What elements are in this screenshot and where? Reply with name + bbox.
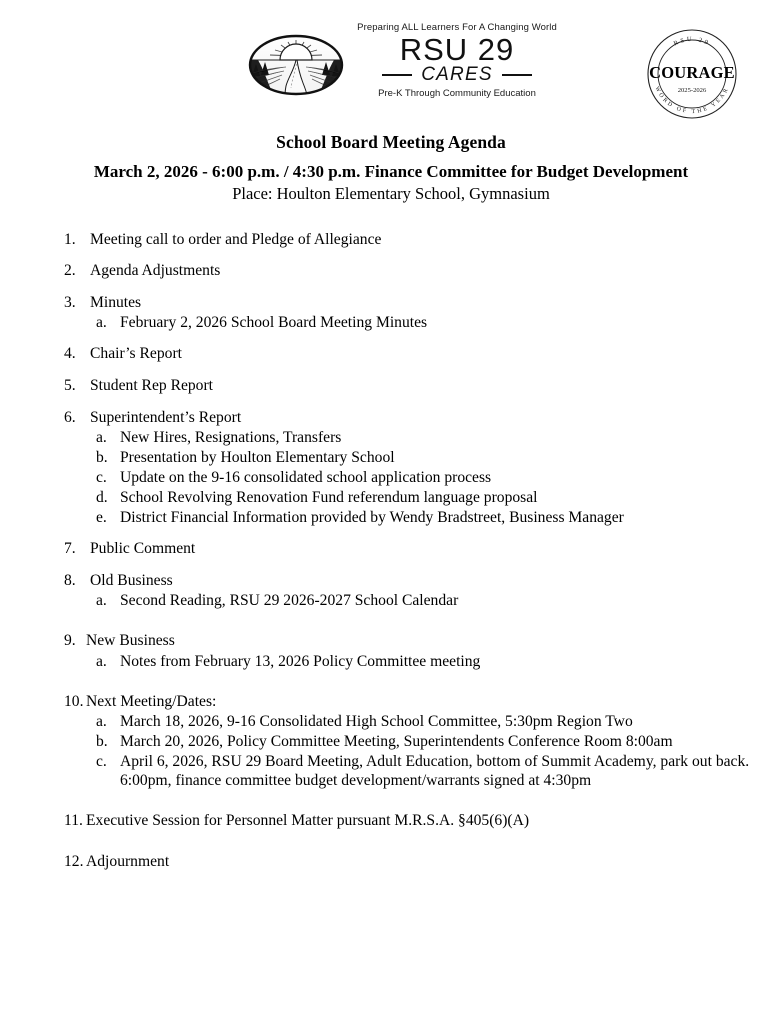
- agenda-item-row: [64, 231, 754, 250]
- agenda-item-number: 11.: [64, 812, 83, 830]
- agenda-item: [64, 632, 754, 671]
- agenda-item-row: [64, 693, 754, 712]
- agenda-item-text: Public Comment: [90, 540, 196, 558]
- agenda-subitem: [64, 653, 754, 672]
- agenda-subitem-list: [64, 429, 754, 528]
- agenda-item: [64, 693, 754, 790]
- agenda-item-text: Minutes: [90, 293, 142, 311]
- header-tagline-top: Preparing ALL Learners For A Changing World: [357, 22, 557, 33]
- agenda-item-number: 3.: [64, 293, 76, 311]
- agenda-item-number: 12.: [64, 852, 84, 870]
- agenda-subitem-text: Notes from February 13, 2026 Policy Committee meeting: [120, 652, 481, 670]
- district-logo-block: [248, 22, 562, 99]
- agenda-subitem-text: March 20, 2026, Policy Committee Meeting, Superintendents Conference Room 8:00am: [120, 733, 673, 751]
- agenda-item-number: 8.: [64, 571, 76, 589]
- agenda-item-number: 2.: [64, 262, 76, 280]
- cares-wordmark: CARES: [421, 63, 493, 85]
- agenda-subitem-letter: a.: [96, 591, 107, 609]
- agenda-subitem: [64, 449, 754, 468]
- agenda-subitem-letter: e.: [96, 508, 107, 526]
- agenda-subitem: [64, 753, 754, 790]
- agenda-item-row: [64, 377, 754, 396]
- meeting-datetime: March 2, 2026 - 6:00 p.m. / 4:30 p.m. Finance Committee for Budget Development: [93, 161, 689, 181]
- agenda-subitem-list: [64, 653, 754, 672]
- agenda-item-text: Superintendent’s Report: [90, 408, 242, 426]
- agenda-item-number: 10.: [64, 693, 84, 711]
- agenda-item-text: Agenda Adjustments: [90, 262, 221, 280]
- district-name: RSU 29: [399, 32, 515, 67]
- agenda-item-number: 7.: [64, 540, 76, 558]
- agenda-item-number: 4.: [64, 345, 76, 363]
- agenda-subitem-letter: a.: [96, 652, 107, 670]
- agenda-item: [64, 812, 754, 831]
- agenda-subitem-list: [64, 713, 754, 790]
- agenda-item-text: Adjournment: [86, 852, 170, 870]
- agenda-subitem: [64, 469, 754, 488]
- agenda-list: [0, 231, 782, 872]
- agenda-item-text: New Business: [86, 632, 175, 650]
- agenda-subitem: [64, 713, 754, 732]
- agenda-item-row: [64, 262, 754, 281]
- agenda-subitem-text: School Revolving Renovation Fund referendum language proposal: [120, 488, 538, 506]
- seal-year: 2025-2026: [677, 87, 707, 94]
- agenda-item: [64, 294, 754, 333]
- agenda-subitem-text: District Financial Information provided by Wendy Bradstreet, Business Manager: [120, 508, 624, 526]
- agenda-subitem-letter: c.: [96, 468, 107, 486]
- agenda-item: [64, 409, 754, 528]
- agenda-subitem-text: Update on the 9-16 consolidated school application process: [120, 468, 492, 486]
- agenda-item-row: [64, 853, 754, 872]
- agenda-item-number: 9.: [64, 632, 76, 650]
- agenda-item: [64, 853, 754, 872]
- agenda-item-number: 1.: [64, 230, 76, 248]
- agenda-item-row: [64, 572, 754, 591]
- agenda-subitem-letter: a.: [96, 313, 107, 331]
- agenda-item-text: Meeting call to order and Pledge of Allegiance: [90, 230, 382, 248]
- agenda-subitem-letter: a.: [96, 713, 107, 731]
- seal-center-word: COURAGE: [649, 63, 735, 82]
- agenda-subitem-text: Presentation by Houlton Elementary School: [120, 448, 395, 466]
- agenda-item-row: [64, 812, 754, 831]
- agenda-subitem-text: March 18, 2026, 9-16 Consolidated High School Committee, 5:30pm Region Two: [120, 713, 633, 731]
- agenda-subitem: [64, 489, 754, 508]
- agenda-subitem-text: New Hires, Resignations, Transfers: [120, 428, 342, 446]
- agenda-subitem-letter: b.: [96, 733, 108, 751]
- agenda-subitem: [64, 592, 754, 611]
- agenda-item-number: 6.: [64, 408, 76, 426]
- left-dash-rule: [382, 74, 412, 76]
- page-title: School Board Meeting Agenda: [276, 132, 506, 152]
- word-of-the-year-seal-icon: [642, 24, 742, 124]
- agenda-item-row: [64, 632, 754, 651]
- svg-text:RSU 29: [673, 36, 712, 48]
- meeting-place: Place: Houlton Elementary School, Gymnasium: [232, 184, 550, 204]
- agenda-subitem: [64, 509, 754, 528]
- agenda-item-row: [64, 345, 754, 364]
- agenda-item: [64, 377, 754, 396]
- agenda-subitem-letter: c.: [96, 753, 107, 771]
- agenda-item-text: Chair’s Report: [90, 345, 182, 363]
- agenda-subitem-text: February 2, 2026 School Board Meeting Minutes: [120, 313, 428, 331]
- seal-arc-top: RSU 29: [672, 35, 712, 48]
- agenda-item: [64, 231, 754, 250]
- agenda-subitem-letter: d.: [96, 488, 108, 506]
- agenda-subitem: [64, 733, 754, 752]
- document-title-block: [0, 132, 782, 205]
- agenda-item-text: Executive Session for Personnel Matter pursuant M.R.S.A. §405(6)(A): [86, 812, 530, 830]
- agenda-subitem-list: [64, 314, 754, 333]
- agenda-subitem-list: [64, 592, 754, 611]
- agenda-item: [64, 262, 754, 281]
- agenda-item-row: [64, 409, 754, 428]
- sunrise-road-oval-logo-icon: [248, 34, 344, 96]
- agenda-item: [64, 572, 754, 611]
- document-header: [0, 0, 782, 116]
- agenda-subitem: [64, 314, 754, 333]
- agenda-subitem-letter: a.: [96, 428, 107, 446]
- agenda-item-number: 5.: [64, 376, 76, 394]
- agenda-subitem-text: April 6, 2026, RSU 29 Board Meeting, Adult Education, bottom of Summit Academy, park out back. 6:00pm, finance committee budget development/warrants signed at 4:30pm: [120, 753, 750, 789]
- agenda-item-row: [64, 294, 754, 313]
- agenda-subitem-letter: b.: [96, 448, 108, 466]
- agenda-item-text: Next Meeting/Dates:: [86, 693, 217, 711]
- right-dash-rule: [502, 74, 532, 76]
- agenda-item-text: Old Business: [90, 571, 173, 589]
- cares-row: [352, 64, 562, 86]
- agenda-subitem-text: Second Reading, RSU 29 2026-2027 School Calendar: [120, 591, 459, 609]
- district-wordmark: [352, 22, 562, 99]
- seal-arc-bottom: WORD OF THE YEAR: [653, 85, 731, 116]
- agenda-subitem: [64, 429, 754, 448]
- header-tagline-bottom: Pre-K Through Community Education: [378, 87, 536, 99]
- agenda-item-row: [64, 540, 754, 559]
- agenda-item: [64, 345, 754, 364]
- agenda-item: [64, 540, 754, 559]
- agenda-item-text: Student Rep Report: [90, 376, 214, 394]
